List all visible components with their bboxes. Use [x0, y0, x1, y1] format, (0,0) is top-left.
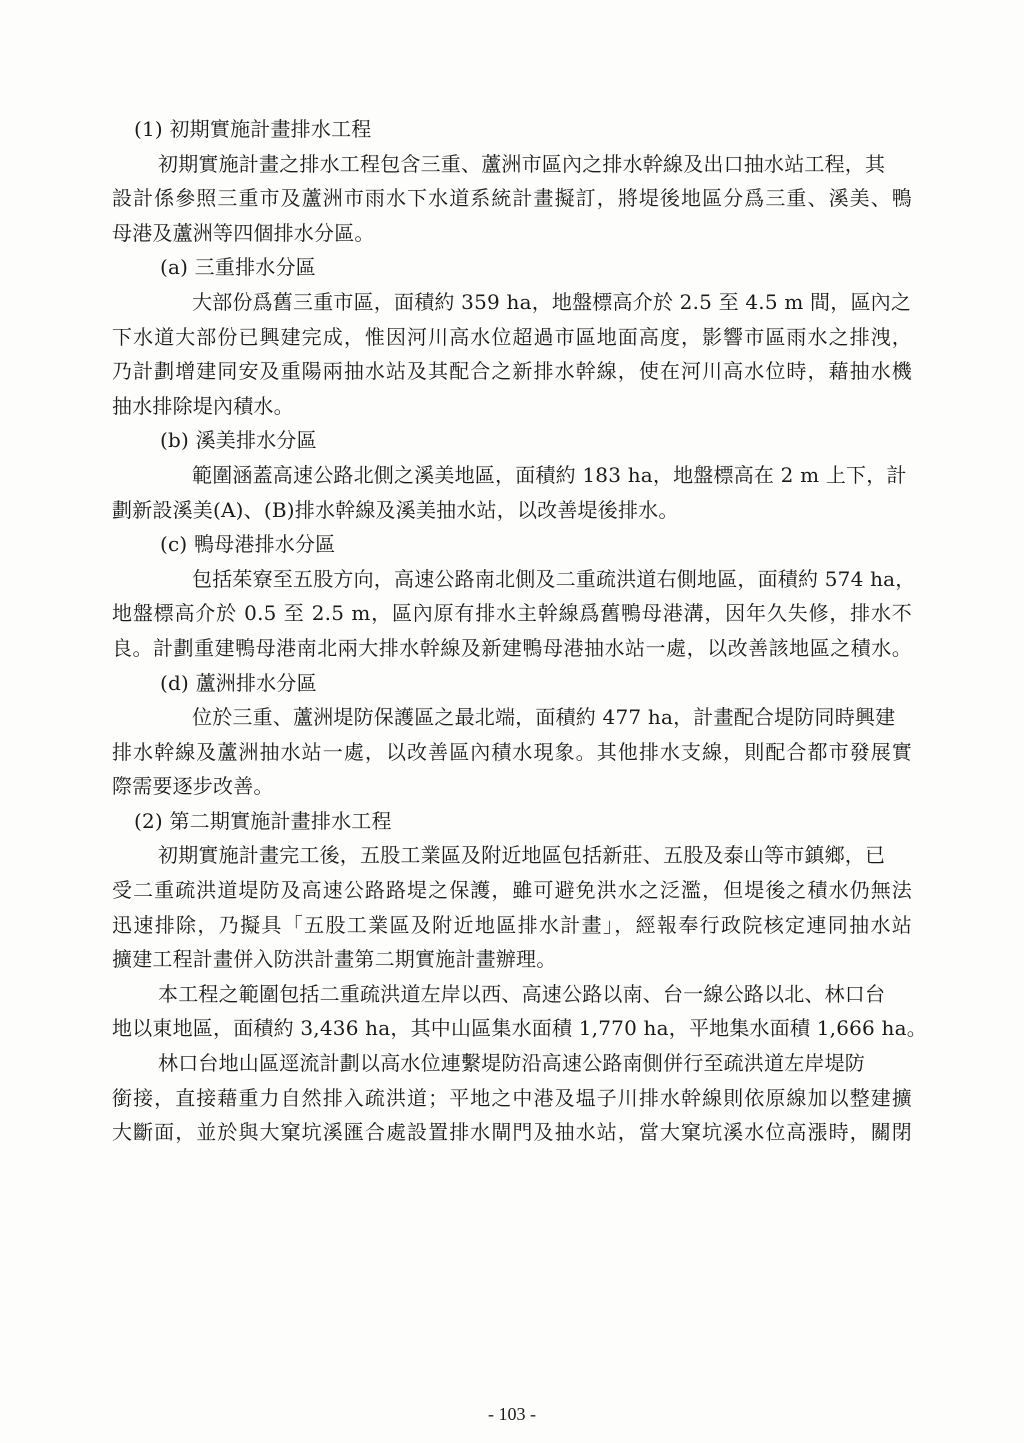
text-line: 排水幹線及蘆洲抽水站一處，以改善區內積水現象。其他排水支線，則配合都市發展實: [112, 739, 912, 764]
text-line: 良。計劃重建鴨母港南北兩大排水幹線及新建鴨母港抽水站一處，以改善該地區之積水。: [112, 635, 912, 660]
text-line: 銜接，直接藉重力自然排入疏洪道；平地之中港及塭子川排水幹線則依原線加以整建擴: [112, 1085, 912, 1110]
text-line: 包括茱寮至五股方向，高速公路南北側及二重疏洪道右側地區，面積約 574 ha，: [192, 566, 916, 591]
text-line: 母港及蘆洲等四個排水分區。: [112, 220, 375, 245]
text-line: 大斷面，並於與大窠坑溪匯合處設置排水閘門及抽水站，當大窠坑溪水位高漲時，關閉: [112, 1120, 912, 1145]
text-line: 迅速排除，乃擬具「五股工業區及附近地區排水計畫」，經報奉行政院核定連同抽水站: [112, 912, 912, 937]
text-line: 範圍涵蓋高速公路北側之溪美地區，面積約 183 ha，地盤標高在 2 m 上下，計: [192, 462, 907, 487]
section-heading: (d) 蘆洲排水分區: [160, 670, 317, 695]
text-line: 初期實施計畫之排水工程包含三重、蘆洲市區內之排水幹線及出口抽水站工程，其: [158, 151, 886, 176]
text-line: 擴建工程計畫併入防洪計畫第二期實施計畫辦理。: [112, 947, 557, 972]
text-line: 際需要逐步改善。: [112, 774, 274, 799]
text-line: 設計係參照三重市及蘆洲市雨水下水道系統計畫擬訂，將堤後地區分爲三重、溪美、鴨: [112, 186, 912, 211]
section-heading: (a) 三重排水分區: [160, 255, 316, 280]
text-line: 乃計劃增建同安及重陽兩抽水站及其配合之新排水幹線，使在河川高水位時，藉抽水機: [112, 359, 912, 384]
text-line: 大部份爲舊三重市區，面積約 359 ha，地盤標高介於 2.5 至 4.5 m 間，區內之: [192, 289, 912, 314]
document-body: [112, 112, 927, 1150]
text-line: 本工程之範圍包括二重疏洪道左岸以西、高速公路以南、台一線公路以北、林口台: [158, 981, 886, 1006]
section-heading: (b) 溪美排水分區: [160, 428, 317, 453]
text-line: 抽水排除堤內積水。: [112, 393, 294, 418]
section-heading: (2) 第二期實施計畫排水工程: [134, 808, 392, 833]
text-line: 位於三重、蘆洲堤防保護區之最北端，面積約 477 ha，計畫配合堤防同時興建: [192, 705, 896, 730]
section-heading: (1) 初期實施計畫排水工程: [134, 117, 372, 141]
text-line: 下水道大部份已興建完成，惟因河川高水位超過市區地面高度，影響市區雨水之排洩，: [112, 324, 912, 349]
text-line: 受二重疏洪道堤防及高速公路路堤之保護，雖可避免洪水之泛濫，但堤後之積水仍無法: [112, 878, 912, 903]
text-line: 林口台地山區逕流計劃以高水位連繫堤防沿高速公路南側併行至疏洪道左岸堤防: [158, 1051, 865, 1076]
section-heading: (c) 鴨母港排水分區: [160, 532, 336, 557]
text-line: 劃新設溪美(A)、(B)排水幹線及溪美抽水站，以改善堤後排水。: [112, 497, 679, 522]
text-line: 初期實施計畫完工後，五股工業區及附近地區包括新莊、五股及泰山等市鎮鄉，已: [158, 843, 886, 868]
page-number: - 103 -: [488, 1404, 536, 1424]
text-line: 地以東地區，面積約 3,436 ha，其中山區集水面積 1,770 ha，平地集水面積 1,666 ha。: [112, 1016, 927, 1041]
text-line: 地盤標高介於 0.5 至 2.5 m，區內原有排水主幹線爲舊鴨母港溝，因年久失修，排水不: [112, 601, 912, 626]
